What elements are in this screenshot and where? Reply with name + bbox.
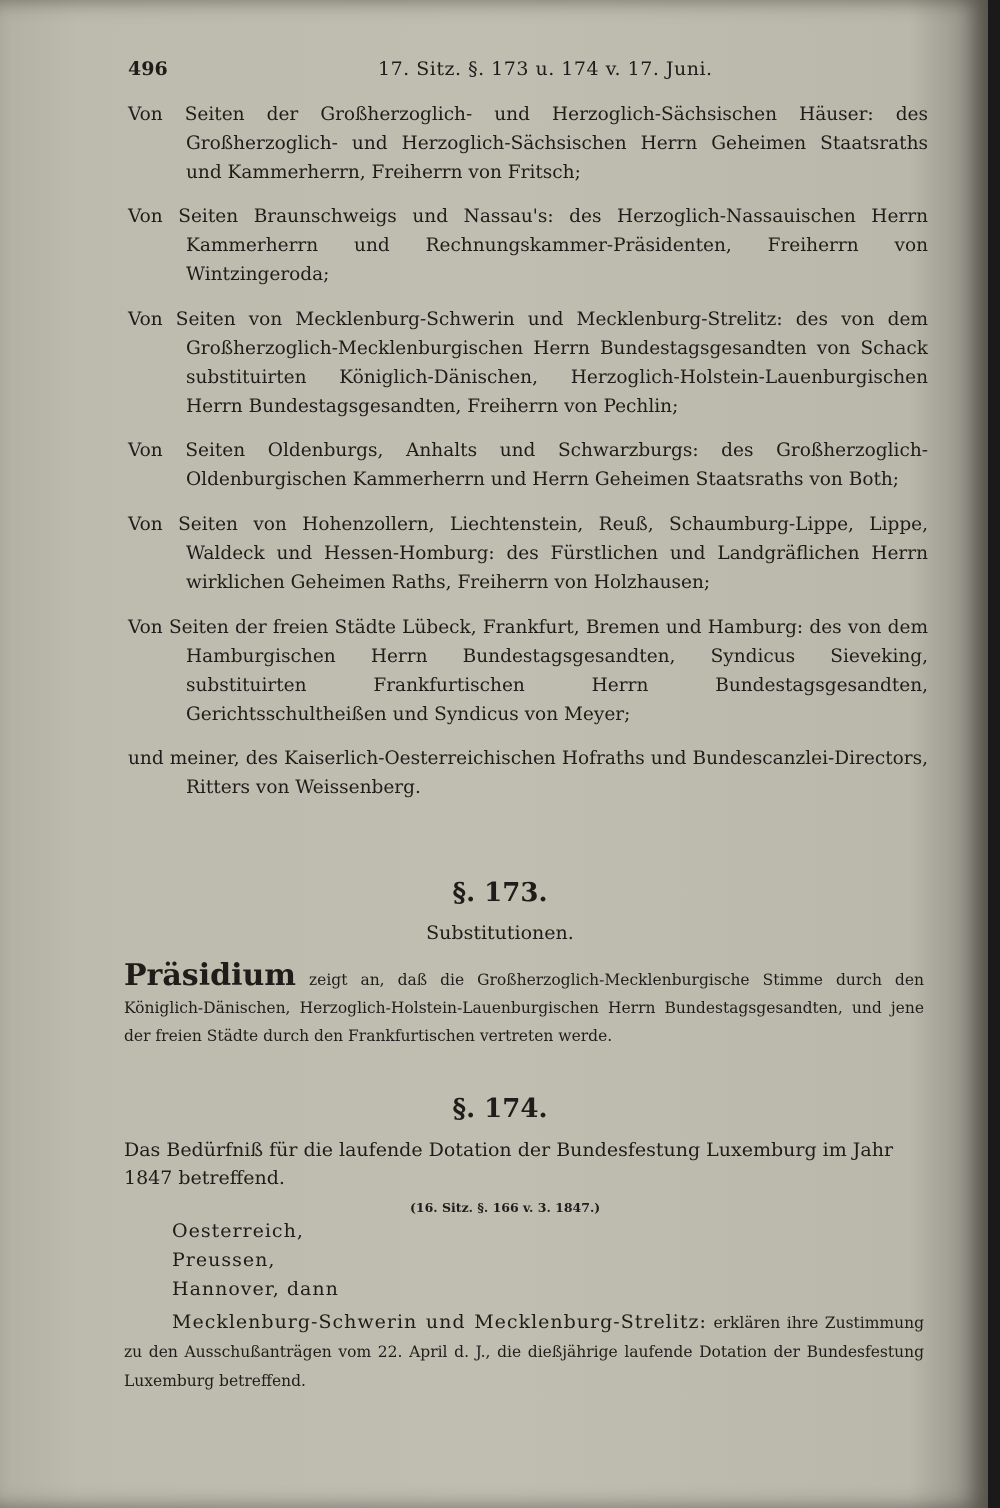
section-173-title: Substitutionen. <box>426 922 574 944</box>
entry-text: Von Seiten von Hohenzollern, Liechtenstein, Reuß, Schaumburg-Lippe, Lippe, Waldeck und Hessen-Homburg: des Fürstlichen und Landgräflichen Herrn wirklichen Geheimen Raths, Freiherrn von Holzhausen; <box>128 514 928 593</box>
entry-hohenzollern <box>128 510 928 597</box>
entry-text: Von Seiten von Mecklenburg-Schwerin und Mecklenburg-Strelitz: des von dem Großherzoglich-Mecklenburgischen Herrn Bundestagsgesandten von Schack substituirten Königlich-Dänischen, Herzoglich-Holstein-Lauenburgischen Herrn Bundestagsgesandten, Freiherrn von Pechlin; <box>128 309 928 417</box>
section-174-topic: Das Bedürfniß für die laufende Dotation der Bundesfestung Luxemburg im Jahr 1847 betreffend. <box>124 1139 894 1189</box>
entry-text: und meiner, des Kaiserlich-Oesterreichischen Hofraths und Bundescanzlei-Directors, Ritters von Weissenberg. <box>128 748 928 798</box>
entry-closing <box>128 744 928 802</box>
section-174-reference: (16. Sitz. §. 166 v. 3. 1847.) <box>410 1200 601 1215</box>
entry-saxony <box>128 100 928 187</box>
entry-brunswick-nassau <box>128 202 928 289</box>
section-174-number: §. 174. <box>452 1094 548 1124</box>
entry-mecklenburg <box>128 305 928 421</box>
page-number: 496 <box>128 58 168 80</box>
entry-text: Von Seiten der Großherzoglich- und Herzoglich-Sächsischen Häuser: des Großherzoglich- und Herzoglich-Sächsischen Herrn Geheimen Staatsraths und Kammerherrn, Freiherrn von Fritsch; <box>128 104 928 183</box>
paragraph-text: zeigt an, daß die Großherzoglich-Mecklenburgische Stimme durch den Königlich-Dänischen, Herzoglich-Holstein-Lauenburgischen Herrn Bundestagsgesandten, und jene der freien Städte durch den Frankfurtischen vertreten werde. <box>124 971 924 1045</box>
vote-austria: Oesterreich, <box>172 1220 304 1242</box>
entry-text: Von Seiten Braunschweigs und Nassau's: des Herzoglich-Nassauischen Herrn Kammerherrn und Rechnungskammer-Präsidenten, Freiherrn von Wintzingeroda; <box>128 206 928 285</box>
section-173-paragraph <box>124 958 924 1050</box>
page-header <box>128 58 928 86</box>
entry-oldenburg <box>128 436 928 494</box>
entry-text: Von Seiten Oldenburgs, Anhalts und Schwarzburgs: des Großherzoglich-Oldenburgischen Kammerherrn und Herrn Geheimen Staatsraths von Both; <box>128 440 928 490</box>
lead-word: Präsidium <box>124 958 297 993</box>
vote-hanover: Hannover, dann <box>172 1278 339 1300</box>
vote-mecklenburg-paragraph <box>124 1308 924 1396</box>
entry-text: Von Seiten der freien Städte Lübeck, Frankfurt, Bremen und Hamburg: des von dem Hamburgischen Herrn Bundestagsgesandten, Syndicus Sieveking, substituirten Frankfurtischen Herrn Bundestagsgesandten, Gerichtsschultheißen und Syndicus von Meyer; <box>128 617 928 725</box>
running-head: 17. Sitz. §. 173 u. 174 v. 17. Juni. <box>378 58 713 80</box>
vote-mecklenburg-text: erklären ihre Zustimmung zu den Ausschußanträgen vom 22. April d. J., die dießjährige laufende Dotation der Bundesfestung Luxemburg betreffend. <box>124 1314 924 1390</box>
vote-prussia: Preussen, <box>172 1249 276 1271</box>
entry-free-cities <box>128 613 928 729</box>
section-173-number: §. 173. <box>452 878 548 908</box>
vote-mecklenburg-state: Mecklenburg-Schwerin und Mecklenburg-Strelitz: <box>172 1311 707 1333</box>
